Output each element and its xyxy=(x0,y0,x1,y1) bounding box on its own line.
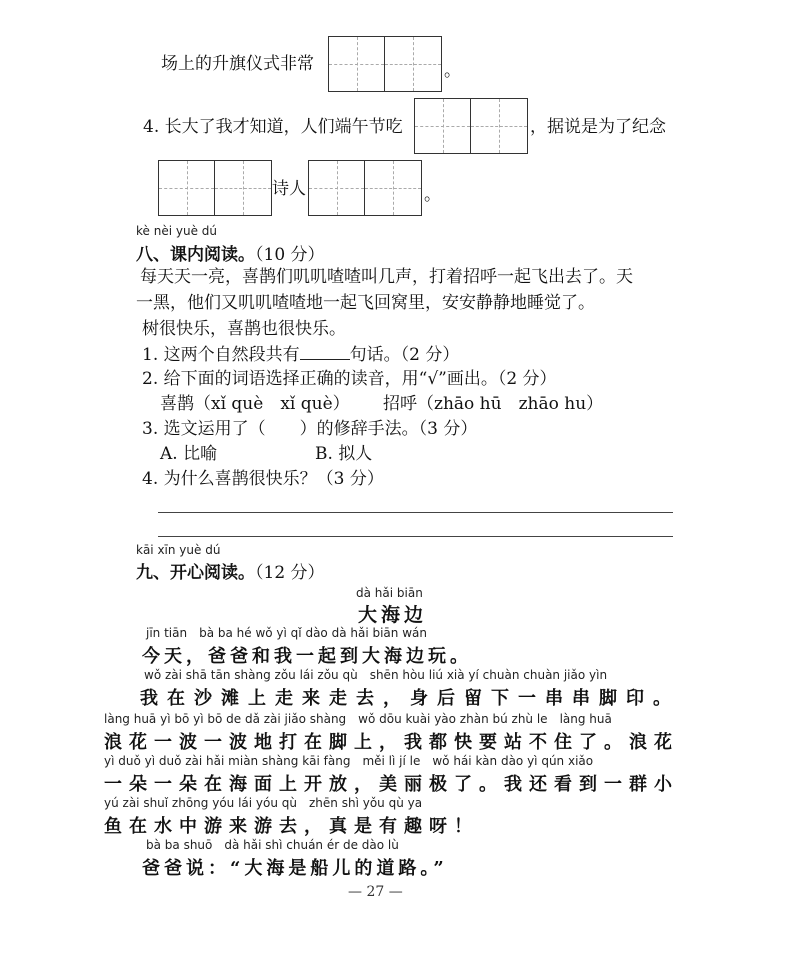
story-line-2: 我在沙滩上走来走去，身后留下一串串脚印。 xyxy=(140,688,680,709)
q8-2-option1[interactable]: 喜鹊（xǐ què xǐ què） xyxy=(160,394,350,414)
q8-4: 4. 为什么喜鹊很快乐？（3 分） xyxy=(142,469,384,489)
section8-heading xyxy=(136,240,325,265)
section8-score: （10 分） xyxy=(255,245,325,265)
story-line-6: 爸爸说：“大海是船儿的道路。” xyxy=(142,858,448,879)
story-line-4-pinyin: yì duǒ yì duǒ zài hǎi miàn shàng kāi fàng měi lì jí le wǒ hái kàn dào yì qún xiǎo xyxy=(104,754,594,768)
q3-line-before: 场上的升旗仪式非常 xyxy=(161,54,314,74)
answer-line-1[interactable] xyxy=(158,512,673,513)
grid-cell[interactable] xyxy=(415,99,471,153)
q8-3 xyxy=(142,418,477,440)
writing-grid-3[interactable] xyxy=(158,160,272,216)
section9-pinyin: kāi xīn yuè dú xyxy=(136,543,221,557)
q8-3-after: ）的修辞手法。（3 分） xyxy=(299,419,478,439)
story-line-5: 鱼在水中游来游去，真是有趣呀！ xyxy=(104,816,479,837)
passage-line-2: 一黑，他们又叽叽喳喳地一起飞回窝里，安安静静地睡觉了。 xyxy=(136,293,595,313)
q8-3-before: 3. 选文运用了（ xyxy=(142,419,266,439)
section9-heading xyxy=(136,558,325,583)
q4-line2-end: 。 xyxy=(424,185,441,205)
q8-1 xyxy=(142,343,459,366)
story-title: 大海边 xyxy=(358,604,428,626)
passage-line-3: 树很快乐，喜鹊也很快乐。 xyxy=(142,319,346,339)
grid-cell[interactable] xyxy=(159,161,215,215)
story-line-6-pinyin: bà ba shuō dà hǎi shì chuán ér de dào lù xyxy=(146,838,399,852)
story-title-pinyin: dà hǎi biān xyxy=(356,586,423,600)
section8-pinyin: kè nèi yuè dú xyxy=(136,224,217,238)
grid-cell[interactable] xyxy=(385,37,441,91)
story-line-1: 今天，爸爸和我一起到大海边玩。 xyxy=(142,646,472,667)
grid-cell[interactable] xyxy=(309,161,365,215)
page-number: — 27 — xyxy=(348,884,403,900)
q3-line-after: 。 xyxy=(444,61,461,81)
q8-2-option2[interactable]: 招呼（zhāo hū zhāo hu） xyxy=(383,394,604,414)
story-line-2-pinyin: wǒ zài shā tān shàng zǒu lái zǒu qù shēn hòu liú xià yí chuàn chuàn jiǎo yìn xyxy=(144,668,608,682)
q8-1-after: 句话。（2 分） xyxy=(349,345,460,365)
story-line-3-pinyin: làng huā yì bō yì bō de dǎ zài jiǎo shàng wǒ dōu kuài yào zhàn bú zhù le làng huā xyxy=(104,712,612,726)
q8-2: 2. 给下面的词语选择正确的读音，用“√”画出。（2 分） xyxy=(142,369,557,389)
story-line-5-pinyin: yú zài shuǐ zhōng yóu lái yóu qù zhēn shì yǒu qù ya xyxy=(104,796,423,810)
section9-score: （12 分） xyxy=(255,563,325,583)
passage-line-1: 每天天一亮，喜鹊们叽叽喳喳叫几声，打着招呼一起飞出去了。天 xyxy=(140,267,633,287)
q4-line2-mid: 诗人 xyxy=(272,179,306,199)
q8-3-option-a[interactable]: A. 比喻 xyxy=(160,444,218,464)
q4-line1-before: 4. 长大了我才知道，人们端午节吃 xyxy=(143,117,403,137)
grid-cell[interactable] xyxy=(215,161,271,215)
story-line-1-pinyin: jīn tiān bà ba hé wǒ yì qǐ dào dà hǎi biān wán xyxy=(146,626,427,640)
grid-cell[interactable] xyxy=(329,37,385,91)
answer-blank[interactable] xyxy=(300,343,350,360)
grid-cell[interactable] xyxy=(365,161,421,215)
answer-line-2[interactable] xyxy=(158,536,673,537)
grid-cell[interactable] xyxy=(471,99,527,153)
writing-grid-2[interactable] xyxy=(414,98,528,154)
section8-title: 八、课内阅读。 xyxy=(136,245,255,265)
writing-grid-1[interactable] xyxy=(328,36,442,92)
section9-title: 九、开心阅读。 xyxy=(136,563,255,583)
story-line-3: 浪花一波一波地打在脚上，我都快要站不住了。浪花 xyxy=(104,732,679,753)
q8-3-option-b[interactable]: B. 拟人 xyxy=(315,444,373,464)
q4-line1-after: ，据说是为了纪念 xyxy=(530,117,666,137)
writing-grid-4[interactable] xyxy=(308,160,422,216)
q8-1-before: 1. 这两个自然段共有 xyxy=(142,345,300,365)
story-line-4: 一朵一朵在海面上开放，美丽极了。我还看到一群小 xyxy=(104,774,679,795)
